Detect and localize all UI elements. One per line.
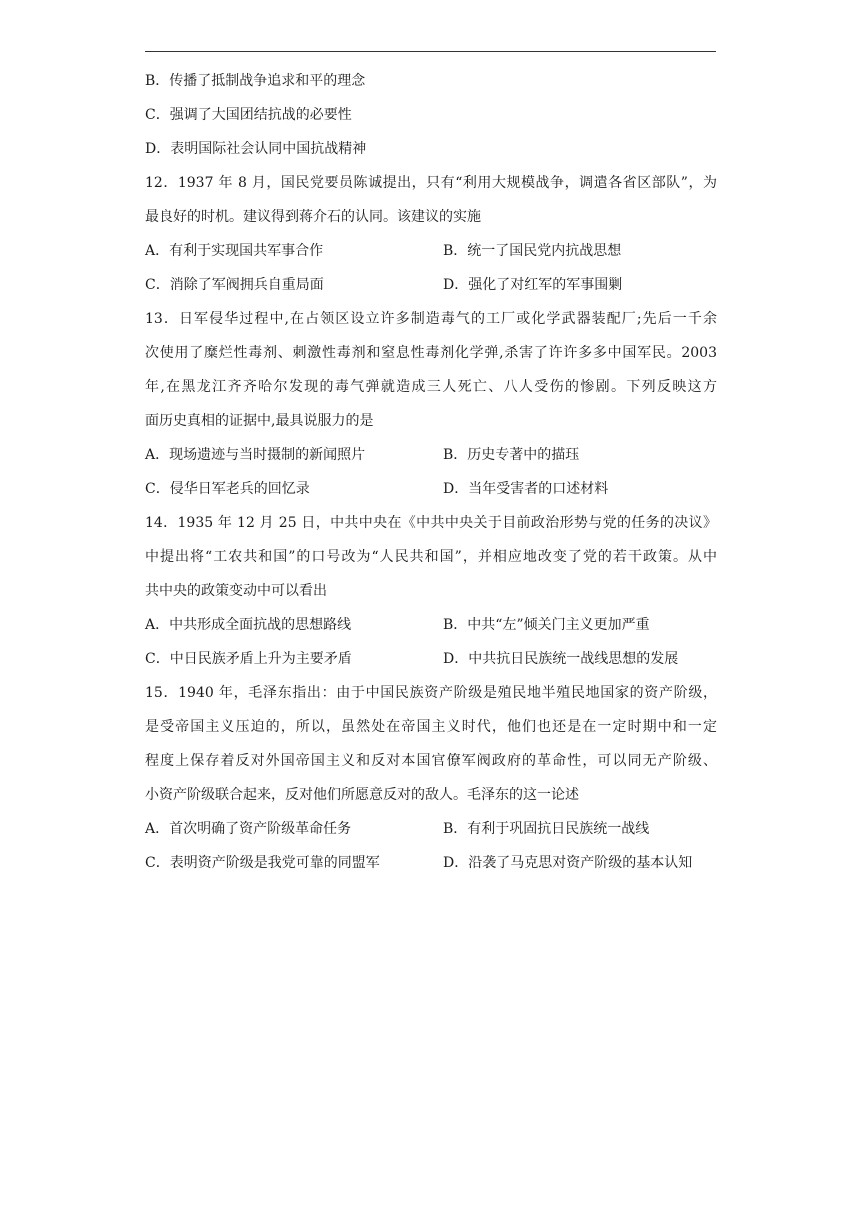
option-row xyxy=(145,812,717,846)
question-stem-line: 中提出将“工农共和国”的口号改为“人民共和国”，并相应地改变了党的若干政策。从中 xyxy=(145,549,717,565)
header-rule xyxy=(145,51,716,52)
question-13 xyxy=(145,302,717,506)
question-stem-line: 共中央的政策变动中可以看出 xyxy=(145,583,327,599)
option-a[interactable]: A．中共形成全面抗战的思想路线 xyxy=(145,617,352,633)
question-stem-line: 小资产阶级联合起来，反对他们所愿意反对的敌人。毛泽东的这一论述 xyxy=(145,787,579,803)
option-row xyxy=(145,268,717,302)
option-row xyxy=(145,472,717,506)
question-stem-line: 程度上保存着反对外国帝国主义和反对本国官僚军阀政府的革命性，可以同无产阶级、 xyxy=(145,753,717,769)
option-b[interactable]: B．历史专著中的描珏 xyxy=(443,447,580,463)
option-a[interactable]: A．首次明确了资产阶级革命任务 xyxy=(145,821,352,837)
question-content xyxy=(145,64,717,880)
option-b[interactable]: B．有利于巩固抗日民族统一战线 xyxy=(443,821,650,837)
question-stem-line: 13．日军侵华过程中,在占领区设立许多制造毒气的工厂或化学武器装配厂;先后一千余 xyxy=(145,311,717,327)
option-d[interactable]: D．表明国际社会认同中国抗战精神 xyxy=(145,141,367,157)
option-row xyxy=(145,642,717,676)
question-14 xyxy=(145,506,717,676)
option-b[interactable]: B．统一了国民党内抗战思想 xyxy=(443,243,622,259)
option-d[interactable]: D．强化了对红军的军事围剿 xyxy=(443,277,623,293)
option-c[interactable]: C．表明资产阶级是我党可靠的同盟军 xyxy=(145,855,380,871)
option-d[interactable]: D．沿袭了马克思对资产阶级的基本认知 xyxy=(443,855,693,871)
option-row xyxy=(145,234,717,268)
option-a[interactable]: A．现场遗迹与当时摄制的新闻照片 xyxy=(145,447,366,463)
option-c[interactable]: C．消除了军阀拥兵自重局面 xyxy=(145,277,324,293)
question-stem-line: 面历史真相的证据中,最具说服力的是 xyxy=(145,413,374,429)
question-stem-line: 年,在黑龙江齐齐哈尔发现的毒气弹就造成三人死亡、八人受伤的惨剧。下列反映这方 xyxy=(145,379,717,395)
option-d[interactable]: D．当年受害者的口述材料 xyxy=(443,481,609,497)
question-stem-line: 是受帝国主义压迫的，所以，虽然处在帝国主义时代，他们也还是在一定时期中和一定 xyxy=(145,719,717,735)
question-stem-line: 15．1940 年，毛泽东指出：由于中国民族资产阶级是殖民地半殖民地国家的资产阶级， xyxy=(145,685,717,701)
prev-question-options xyxy=(145,64,717,166)
option-a[interactable]: A．有利于实现国共军事合作 xyxy=(145,243,324,259)
option-row xyxy=(145,438,717,472)
option-c[interactable]: C．中日民族矛盾上升为主要矛盾 xyxy=(145,651,352,667)
option-b[interactable]: B．传播了抵制战争追求和平的理念 xyxy=(145,73,366,89)
option-row xyxy=(145,846,717,880)
option-d[interactable]: D．中共抗日民族统一战线思想的发展 xyxy=(443,651,679,667)
option-c[interactable]: C．强调了大国团结抗战的必要性 xyxy=(145,107,352,123)
option-row xyxy=(145,608,717,642)
option-b[interactable]: B．中共“左”倾关门主义更加严重 xyxy=(443,617,650,633)
question-stem-line: 最良好的时机。建议得到蒋介石的认同。该建议的实施 xyxy=(145,209,481,225)
question-stem-line: 次使用了糜烂性毒剂、刺激性毒剂和窒息性毒剂化学弹,杀害了许许多多中国军民。2003 xyxy=(145,345,717,361)
question-15 xyxy=(145,676,717,880)
question-stem-line: 12．1937 年 8 月，国民党要员陈诚提出，只有“利用大规模战争，调遣各省区部队”，为 xyxy=(145,175,717,191)
question-12 xyxy=(145,166,717,302)
option-c[interactable]: C．侵华日军老兵的回忆录 xyxy=(145,481,310,497)
question-stem-line: 14．1935 年 12 月 25 日，中共中央在《中共中央关于目前政治形势与党的任务的决议》 xyxy=(145,515,717,531)
